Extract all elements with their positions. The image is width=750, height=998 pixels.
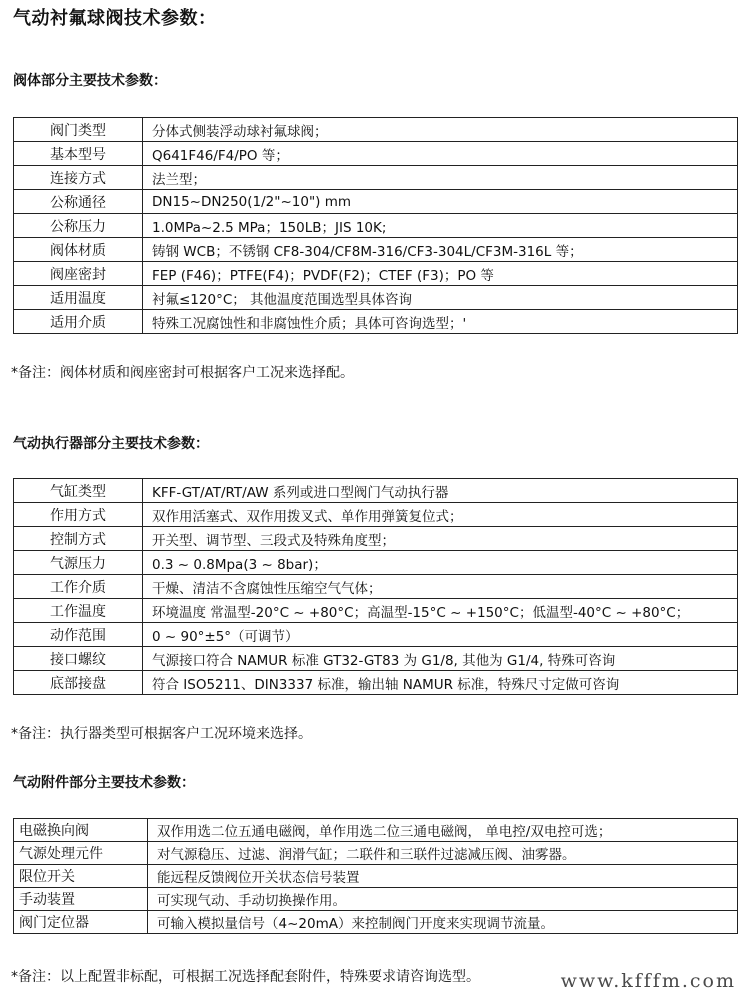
row-label: 阀体材质 [14,238,143,262]
row-value: 符合 ISO5211、DIN3337 标准，输出轴 NAMUR 标准，特殊尺寸定做可咨询 [143,671,738,695]
row-value: 环境温度 常温型-20°C ~ +80°C；高温型-15°C ~ +150°C；低温型-40°C ~ +80°C； [143,599,738,623]
row-label: 接口螺纹 [14,647,143,671]
row-value: 开关型、调节型、三段式及特殊角度型； [143,527,738,551]
row-label: 底部接盘 [14,671,143,695]
row-label: 控制方式 [14,527,143,551]
table-row [14,911,738,934]
table-row [14,238,738,262]
table-row [14,842,738,865]
row-label: 气源处理元件 [14,842,148,865]
row-label: 电磁换向阀 [14,819,148,842]
row-label: 动作范围 [14,623,143,647]
row-label: 适用温度 [14,286,143,310]
row-label: 阀座密封 [14,262,143,286]
table-row [14,888,738,911]
website-watermark: www.kfffm.com [560,970,736,992]
actuator-spec-table [13,478,738,695]
row-value: KFF-GT/AT/RT/AW 系列或进口型阀门气动执行器 [143,479,738,503]
valve-body-spec-table [13,117,738,334]
table-row [14,527,738,551]
table-row [14,142,738,166]
row-label: 公称压力 [14,214,143,238]
table-row [14,671,738,695]
table-row [14,190,738,214]
row-label: 阀门类型 [14,118,143,142]
row-value: 法兰型； [143,166,738,190]
section-heading-accessories: 气动附件部分主要技术参数： [13,775,195,791]
valve-body-note: *备注：阀体材质和阀座密封可根据客户工况来选择配。 [11,365,354,381]
table-row [14,166,738,190]
row-value: 衬氟≤120°C； 其他温度范围选型具体咨询 [143,286,738,310]
table-row [14,310,738,334]
row-value: 特殊工况腐蚀性和非腐蚀性介质；具体可咨询选型；' [143,310,738,334]
row-label: 手动装置 [14,888,148,911]
row-label: 连接方式 [14,166,143,190]
table-row [14,286,738,310]
row-value: 分体式侧装浮动球衬氟球阀； [143,118,738,142]
row-label: 工作介质 [14,575,143,599]
row-value: 铸钢 WCB；不锈钢 CF8-304/CF8M-316/CF3-304L/CF3M-316L 等； [143,238,738,262]
accessories-spec-table [13,818,738,934]
row-label: 作用方式 [14,503,143,527]
row-label: 基本型号 [14,142,143,166]
row-label: 限位开关 [14,865,148,888]
row-label: 气源压力 [14,551,143,575]
row-value: 双作用活塞式、双作用拨叉式、单作用弹簧复位式； [143,503,738,527]
accessories-note: *备注：以上配置非标配，可根据工况选择配套附件，特殊要求请咨询选型。 [11,969,480,985]
page-title: 气动衬氟球阀技术参数： [13,8,217,29]
section-heading-actuator: 气动执行器部分主要技术参数： [13,436,209,452]
row-value: Q641F46/F4/PO 等； [143,142,738,166]
table-row [14,647,738,671]
section-heading-valve-body: 阀体部分主要技术参数： [13,73,167,89]
row-value: 双作用选二位五通电磁阀，单作用选二位三通电磁阀， 单电控/双电控可选； [148,819,738,842]
actuator-note: *备注：执行器类型可根据客户工况环境来选择。 [11,726,312,742]
table-row [14,819,738,842]
row-value: 0 ~ 90°±5°（可调节） [143,623,738,647]
row-label: 工作温度 [14,599,143,623]
table-row [14,262,738,286]
table-row [14,118,738,142]
table-row [14,503,738,527]
row-value: 对气源稳压、过滤、润滑气缸；二联件和三联件过滤减压阀、油雾器。 [148,842,738,865]
row-value: 气源接口符合 NAMUR 标准 GT32-GT83 为 G1/8, 其他为 G1/4, 特殊可咨询 [143,647,738,671]
row-label: 公称通径 [14,190,143,214]
row-value: 可输入模拟量信号（4~20mA）来控制阀门开度来实现调节流量。 [148,911,738,934]
table-row [14,623,738,647]
row-value: DN15~DN250(1/2"~10") mm [143,190,738,214]
table-row [14,599,738,623]
row-label: 气缸类型 [14,479,143,503]
row-value: 可实现气动、手动切换操作用。 [148,888,738,911]
row-value: 0.3 ~ 0.8Mpa(3 ~ 8bar)； [143,551,738,575]
row-value: FEP (F46)；PTFE(F4)；PVDF(F2)；CTEF (F3)；PO 等 [143,262,738,286]
table-row [14,214,738,238]
table-row [14,575,738,599]
row-value: 干燥、清洁不含腐蚀性压缩空气气体； [143,575,738,599]
row-value: 能远程反馈阀位开关状态信号装置 [148,865,738,888]
table-row [14,865,738,888]
row-label: 适用介质 [14,310,143,334]
table-row [14,551,738,575]
table-row [14,479,738,503]
row-label: 阀门定位器 [14,911,148,934]
row-value: 1.0MPa~2.5 MPa；150LB；JIS 10K; [143,214,738,238]
